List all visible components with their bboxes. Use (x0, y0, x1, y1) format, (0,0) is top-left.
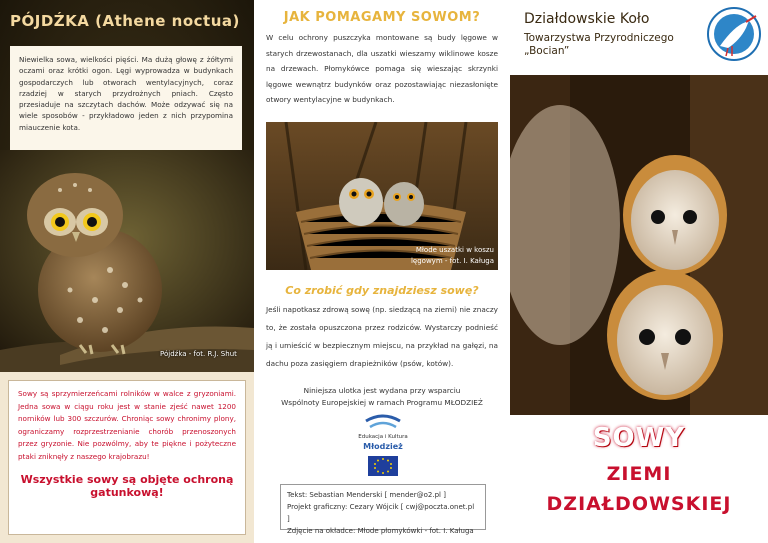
cover-title-owls: SOWY (592, 423, 686, 453)
help-text: W celu ochrony puszczyka montowane są budy lęgowe w starych drzewostanach, dla uszatki wieszamy wiklinowe kosze na drzewach. Płomykówce pomaga się wieszając skrzynki lęgowe wewnątrz budynków oraz pozostawiając niezasłonięte otwory wentylacyjne w budynkach. (266, 33, 498, 105)
credit-graphic: Projekt graficzny: Cezary Wójcik [ cwj@poczta.onet.pl ] (287, 503, 475, 523)
nest-caption-2: lęgowym - fot. I. Kaługa (410, 257, 494, 265)
protected-notice: Wszystkie sowy są objęte ochroną gatunkową! (20, 473, 234, 499)
organization-name: Działdowskie Koło (524, 11, 650, 27)
eu-youth-logo (348, 413, 418, 478)
organization-subtitle-1: Towarzystwa Przyrodniczego (524, 32, 674, 44)
little-owl-title: PÓJDŹKA (Athene noctua) (10, 12, 240, 30)
credit-text: Tekst: Sebastian Menderski [ mender@o2.pl ] (287, 491, 446, 499)
organization-subtitle (524, 32, 674, 58)
little-owl-photo-area (0, 0, 254, 372)
little-owl-photo (0, 150, 254, 372)
warning-box (8, 380, 246, 535)
eu-program: Młodzież (363, 442, 403, 451)
help-title: JAK POMAGAMY SOWOM? (283, 10, 481, 25)
found-owl-text: Jeśli napotkasz zdrową sowę (np. siedzącą na ziemi) nie znaczy to, że została opuszczona przez rodziców. Wystarczy podnieść ją i umieścić w bezpiecznym miejscu, na przykład na gałęzi, na dachu poza zasięgiem drapieżników (psów, kotów). (266, 305, 498, 368)
credits-box (280, 484, 486, 535)
warning-text: Sowy są sprzymierzeńcami rolników w walce z gryzoniami. Jedna sowa w ciągu roku jest w stanie zjeść nawet 1200 norników lub 300 szczurów. Chroniąc sowy chronimy plony, ograniczamy rozprzestrzenianie chorób przenoszonych przez gryzonie. Nie pozwólmy, aby te piękne i pożyteczne ptaki zniknęły z naszego krajobrazu! (18, 389, 236, 461)
credit-photo: Zdjęcie na okładce: Młode płomykówki - fot. I. Kaługa (287, 527, 474, 535)
cover-title-region: DZIAŁDOWSKIEJ (546, 493, 732, 515)
barn-owlets-photo (510, 75, 768, 415)
cover-title-land: ZIEMI (606, 463, 672, 485)
nest-photo (266, 122, 498, 270)
support-line-1: Niniejsza ulotka jest wydana przy wsparciu (303, 386, 461, 395)
support-statement (254, 385, 510, 408)
cover-panel (510, 0, 768, 543)
organization-subtitle-2: „Bocian” (524, 45, 570, 57)
stork-logo (706, 4, 762, 66)
little-owl-description: Niewielka sowa, wielkości pięści. Ma dużą głowę z żółtymi oczami oraz krótki ogon. Lęgi wyprowadza w budynkach gospodarczych lub otworach wentylacyjnych, coraz rzadziej w starych przydrożnych pniach. Często przesiaduje na szczytach dachów. Może odzywać się na wiele sposobów - przykładowo jeden z nich przypomina miauczenie kota. (10, 46, 242, 154)
found-owl-title: Co zrobić gdy znajdziesz sowę? (285, 284, 479, 297)
support-line-2: Wspólnoty Europejskiej w ramach Programu MŁODZIEŻ (281, 397, 483, 407)
left-panel (0, 0, 254, 543)
little-owl-caption: Pójdźka - fot. R.J. Shut (160, 350, 237, 358)
nest-caption-1: Młode uszatki w koszu (415, 246, 494, 254)
organization-header (510, 0, 768, 75)
middle-panel (254, 0, 510, 543)
cover-title-block (510, 415, 768, 543)
eu-label: Edukacja i Kultura (358, 434, 408, 440)
